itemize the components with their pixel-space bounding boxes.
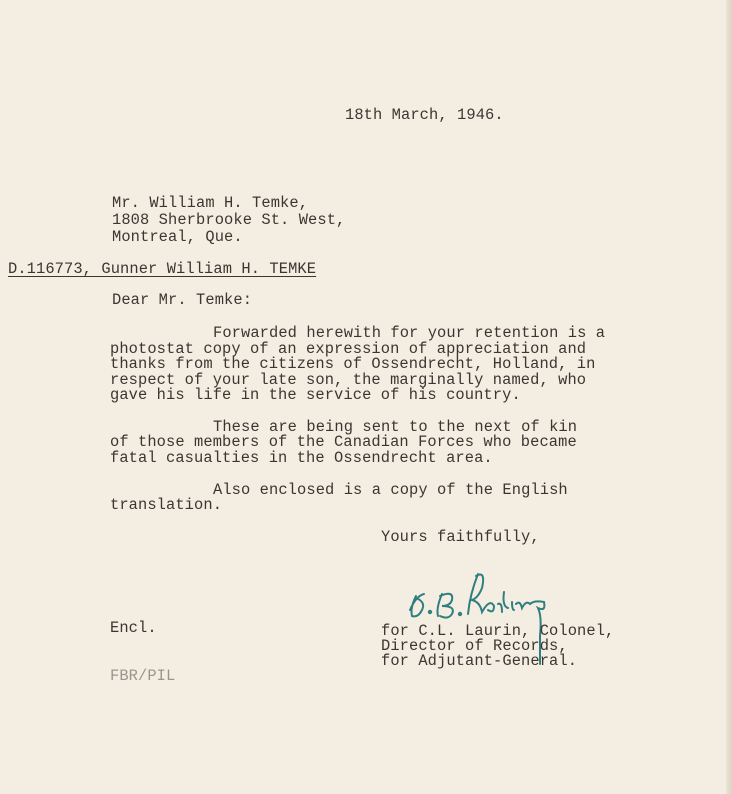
letter-date: 18th March, 1946. [345, 106, 504, 124]
enclosure-note: Encl. [110, 619, 157, 637]
paragraph-line: Forwarded herewith for your retention is a [213, 324, 606, 342]
paragraph-line: photostat copy of an expression of appreciation and [110, 340, 587, 358]
closing: Yours faithfully, [381, 528, 540, 546]
paragraph-line: These are being sent to the next of kin [213, 418, 578, 436]
typist-initials: FBR/PIL [110, 667, 176, 685]
paragraph-line: fatal casualties in the Ossendrecht area. [110, 449, 493, 467]
recipient-city: Montreal, Que. [112, 228, 243, 246]
paragraph-line: gave his life in the service of his country. [110, 386, 521, 404]
paragraph-line: of those members of the Canadian Forces who became [110, 433, 577, 451]
paragraph-line: respect of your late son, the marginally named, who [110, 371, 587, 389]
paragraph-line: translation. [110, 496, 223, 514]
recipient-street: 1808 Sherbrooke St. West, [112, 211, 346, 229]
signatory-line: Director of Records, [381, 637, 568, 655]
salutation: Dear Mr. Temke: [112, 291, 253, 309]
paragraph-line: thanks from the citizens of Ossendrecht, Holland, in [110, 355, 596, 373]
signatory-line: for Adjutant-General. [381, 652, 578, 670]
signatory-line: for C.L. Laurin, Colonel, [381, 622, 615, 640]
paragraph-line: Also enclosed is a copy of the English [213, 481, 568, 499]
reference-line: D.116773, Gunner William H. TEMKE [8, 260, 317, 278]
page-edge [726, 0, 732, 794]
recipient-name: Mr. William H. Temke, [112, 194, 309, 212]
